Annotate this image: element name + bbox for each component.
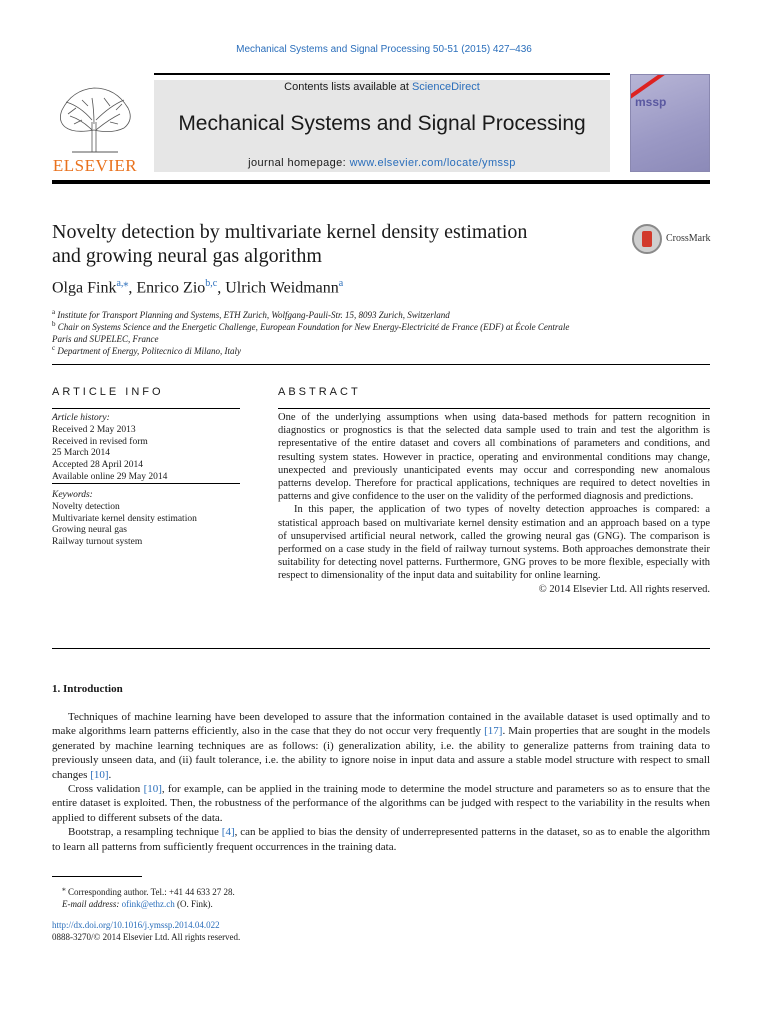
keyword: Railway turnout system	[52, 537, 143, 548]
info-divider	[52, 408, 240, 409]
reference-link[interactable]: [10]	[90, 768, 109, 781]
sciencedirect-link[interactable]: ScienceDirect	[411, 81, 480, 93]
abstract-divider	[278, 408, 710, 409]
footnotes: ⁎ Corresponding author. Tel.: +41 44 633 27 28. E-mail address: ofink@ethz.ch (O. Fink).	[62, 884, 235, 909]
abstract-paragraph: In this paper, the application of two types of novelty detection approaches is compared: a statistical approach based on multivariate kernel density estimation and an approach based on a type of unsupervised artificial neural network, called the growing neural gas (GNG). The comparison is performed on a case study in the field of railway turnout systems. Both approaches demonstrate their suitability for detecting novel patterns. Furthermore, GNG proves to be more flexible, especially with respect to dimensionality of the input data and suitability for online learning.	[278, 504, 710, 582]
body-paragraph: Techniques of machine learning have been developed to assure that the information contained in the available dataset is used optimally and to make algorithms learn patterns efficiently, also in the case that they do not occur very frequently [17]. Main properties that are sought in the models generated by machine learning techniques are as follows: (i) generalization ability, i.e. the ability to generalize patterns from training data to previously unseen data, and (ii) fault tolerance, i.e. the ability to ignore noise in input data and assure a stable model structure with respect to small changes [10].	[52, 711, 710, 781]
author: Ulrich Weidmann	[225, 279, 339, 297]
article-info-heading: ARTICLE INFO	[52, 386, 164, 398]
journal-cover-image[interactable]: mssp	[630, 74, 710, 172]
author: Olga Fink	[52, 279, 117, 297]
affiliation-c: $^c$ Department of Energy, Politecnico di Milano, Italy	[52, 344, 241, 356]
journal-homepage: journal homepage: www.elsevier.com/locate/ymssp	[248, 157, 516, 169]
email-link[interactable]: ofink@ethz.ch	[121, 899, 175, 909]
elsevier-wordmark: ELSEVIER	[52, 156, 138, 175]
reference-link[interactable]: [17]	[484, 725, 503, 738]
journal-citation[interactable]: Mechanical Systems and Signal Processing 50-51 (2015) 427–436	[236, 44, 532, 55]
issn-line: 0888-3270/© 2014 Elsevier Ltd. All rights reserved.	[52, 932, 241, 942]
keyword: Growing neural gas	[52, 525, 127, 536]
history-item: Received in revised form	[52, 436, 148, 447]
body-paragraph: Bootstrap, a resampling technique [4], can be applied to bias the density of underrepresented patterns in the dataset, so as to enable the algorithm to learn all patterns from sufficiently frequent occurrences in the training data.	[52, 826, 710, 853]
section-divider	[52, 364, 710, 365]
article-history: Article history: Received 2 May 2013 Received in revised form 25 March 2014 Accepted 28 April 2014 Available online 29 May 2014	[52, 413, 252, 484]
reference-link[interactable]: [10]	[143, 783, 162, 796]
affiliation-b: $^b$ Chair on Systems Science and the Energetic Challenge, European Foundation for New Energy-Electricité de France (EDF) at École Centrale Paris and SUPELEC, France	[52, 320, 570, 344]
crossmark-badge[interactable]: CrossMark	[632, 223, 712, 255]
doi-link[interactable]: http://dx.doi.org/10.1016/j.ymssp.2014.04.022	[52, 920, 220, 930]
keywords: Keywords: Novelty detection Multivariate kernel density estimation Growing neural gas Railway turnout system	[52, 490, 262, 549]
history-item: Available online 29 May 2014	[52, 471, 168, 482]
author-affil-link[interactable]: a,⁎	[116, 278, 129, 289]
paper-title: Novelty detection by multivariate kernel density estimation and growing neural gas algorithm	[52, 221, 528, 267]
author: Enrico Zio	[136, 279, 206, 297]
abstract-heading: ABSTRACT	[278, 386, 361, 398]
body-paragraph: Cross validation [10], for example, can be applied in the training mode to determine the model structure and parameters so as to ensure that the entire dataset is exploited. Then, the robustness of the performance of the algorithms can be judged with respect to the variability in the results when applied to different subsets of the data.	[52, 783, 710, 824]
author-affil-link[interactable]: a	[338, 278, 344, 289]
header-rule	[52, 180, 710, 184]
keyword: Multivariate kernel density estimation	[52, 513, 197, 524]
author-affil-link[interactable]: b,c	[205, 278, 218, 289]
section-heading-introduction: 1. Introduction	[52, 683, 123, 695]
abstract-paragraph: One of the underlying assumptions when using data-based methods for pattern recognition in diagnostics or prognostics is that the selected data sample used to train and test the algorithm is representative of the entire dataset and covers all combinations of parameters and conditions, and resulting system states. However in practice, operating and environmental conditions may change, unexpected and previously unanticipated events may occur and corresponding new anomalous patterns develop. Therefore for practical applications, techniques are required to detect novelties in patterns and give confidence to the user on the validity of the performed diagnosis and predictions.	[278, 412, 710, 503]
crossmark-icon	[632, 224, 662, 254]
abstract-text	[278, 411, 710, 596]
keyword: Novelty detection	[52, 501, 120, 512]
homepage-link[interactable]: www.elsevier.com/locate/ymssp	[349, 157, 516, 169]
history-item: Received 2 May 2013	[52, 424, 136, 435]
history-item: 25 March 2014	[52, 448, 111, 459]
footnote-divider	[52, 876, 142, 877]
history-item: Accepted 28 April 2014	[52, 460, 144, 471]
author-list: Olga Fink$^{a,⁎}$, Enrico Zio$^{b,c}$, Ulrich Weidmann$^a$	[52, 278, 344, 297]
introduction-body	[52, 710, 710, 854]
journal-title: Mechanical Systems and Signal Processing	[178, 112, 586, 135]
reference-link[interactable]: [4]	[221, 826, 235, 839]
abstract-copyright: © 2014 Elsevier Ltd. All rights reserved.	[538, 583, 710, 595]
contents-line: Contents lists available at ScienceDirect	[284, 81, 480, 93]
section-divider	[52, 648, 710, 649]
affiliation-a: $^a$ Institute for Transport Planning and Systems, ETH Zurich, Wolfgang-Pauli-Str. 15, 8093 Zurich, Switzerland	[52, 308, 450, 320]
info-divider	[52, 483, 240, 484]
